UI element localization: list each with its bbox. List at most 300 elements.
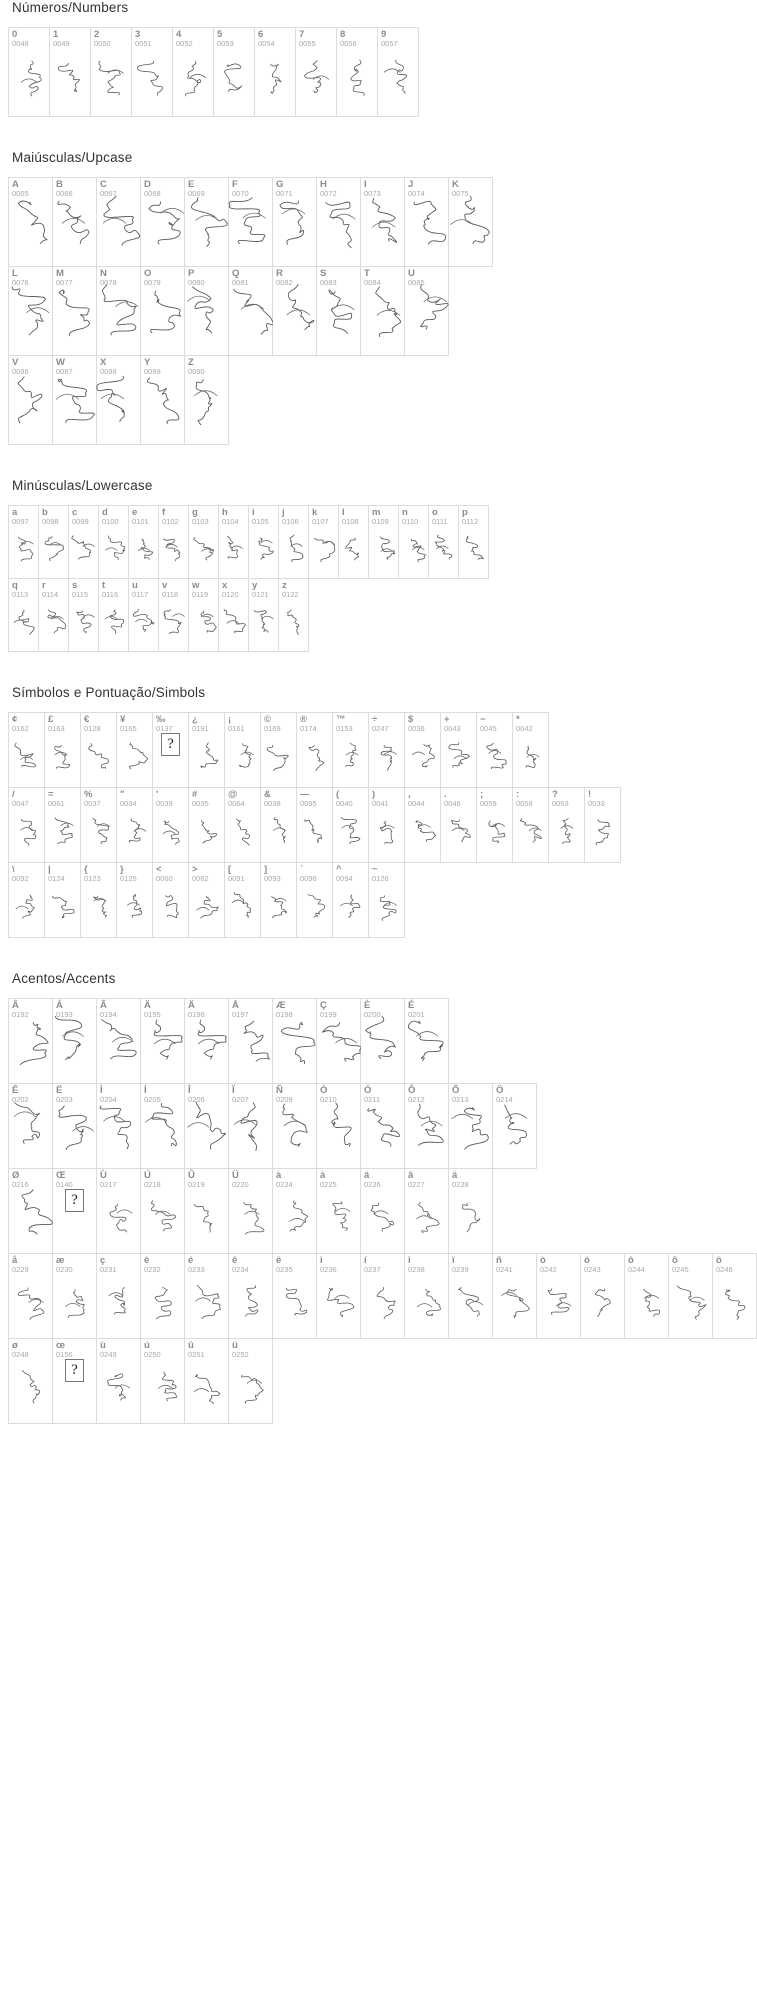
glyph-cell[interactable] bbox=[81, 788, 117, 862]
glyph-cell[interactable] bbox=[441, 713, 477, 787]
glyph-cell[interactable] bbox=[337, 28, 378, 116]
glyph-cell[interactable] bbox=[581, 1254, 625, 1338]
glyph-preview bbox=[53, 1189, 96, 1212]
glyph-cell[interactable] bbox=[229, 1169, 273, 1253]
glyph-cell[interactable] bbox=[97, 1339, 141, 1423]
glyph-cell[interactable] bbox=[317, 1084, 361, 1168]
glyph-cell[interactable] bbox=[429, 506, 459, 578]
glyph-section bbox=[8, 971, 733, 1424]
glyph-cell[interactable] bbox=[173, 28, 214, 116]
glyph-cell[interactable] bbox=[214, 28, 255, 116]
glyph-preview bbox=[9, 376, 52, 438]
glyph-character-label: æ bbox=[56, 1255, 65, 1266]
glyph-labels bbox=[317, 267, 360, 287]
glyph-cell[interactable] bbox=[549, 788, 585, 862]
glyph-cell[interactable] bbox=[477, 713, 513, 787]
glyph-cell[interactable] bbox=[97, 1169, 141, 1253]
glyph-preview bbox=[132, 48, 172, 110]
glyph-cell[interactable] bbox=[81, 863, 117, 937]
glyph-code-label: 0107 bbox=[312, 516, 329, 526]
glyph-cell[interactable] bbox=[273, 178, 317, 266]
glyph-code-label: 0213 bbox=[452, 1094, 469, 1104]
glyph-cell[interactable] bbox=[225, 788, 261, 862]
glyph-preview bbox=[153, 808, 188, 856]
glyph-preview bbox=[297, 883, 332, 931]
glyph-cell[interactable] bbox=[405, 713, 441, 787]
glyph-cell[interactable] bbox=[249, 506, 279, 578]
glyph-labels bbox=[405, 1169, 448, 1189]
glyph-labels bbox=[249, 506, 278, 526]
glyph-character-label: Q bbox=[232, 268, 240, 279]
glyph-cell[interactable] bbox=[97, 356, 141, 444]
glyph-cell[interactable] bbox=[513, 713, 549, 787]
glyph-code-label: 0212 bbox=[408, 1094, 425, 1104]
glyph-cell[interactable] bbox=[53, 267, 97, 355]
glyph-cell[interactable] bbox=[225, 713, 261, 787]
glyph-cell[interactable] bbox=[405, 1169, 449, 1253]
glyph-character-label: ® bbox=[300, 714, 307, 725]
glyph-cell[interactable] bbox=[405, 999, 449, 1083]
glyph-code-label: 0250 bbox=[144, 1349, 161, 1359]
glyph-cell[interactable] bbox=[69, 506, 99, 578]
glyph-code-label: 0037 bbox=[84, 798, 101, 808]
glyph-code-label: 0053 bbox=[217, 38, 234, 48]
glyph-cell[interactable] bbox=[229, 178, 273, 266]
glyph-code-label: 0119 bbox=[192, 589, 209, 599]
glyph-cell[interactable] bbox=[50, 28, 91, 116]
glyph-cell[interactable] bbox=[261, 713, 297, 787]
glyph-cell[interactable] bbox=[493, 1254, 537, 1338]
glyph-cell[interactable] bbox=[405, 178, 449, 266]
glyph-cell[interactable] bbox=[9, 178, 53, 266]
missing-glyph-box: ? bbox=[65, 1189, 84, 1212]
glyph-preview bbox=[53, 376, 96, 438]
glyph-cell[interactable] bbox=[585, 788, 621, 862]
glyph-cell[interactable] bbox=[39, 579, 69, 651]
glyph-code-label: 0116 bbox=[102, 589, 119, 599]
glyph-cell[interactable] bbox=[361, 178, 405, 266]
glyph-character-label: ë bbox=[276, 1255, 282, 1266]
glyph-cell[interactable] bbox=[297, 788, 333, 862]
glyph-cell[interactable] bbox=[9, 788, 45, 862]
glyph-cell[interactable] bbox=[9, 1169, 53, 1253]
glyph-preview bbox=[255, 48, 295, 110]
glyph-cell[interactable] bbox=[159, 579, 189, 651]
glyph-cell[interactable] bbox=[53, 1169, 97, 1253]
glyph-code-label: 0088 bbox=[100, 366, 117, 376]
glyph-cell[interactable] bbox=[449, 178, 493, 266]
glyph-cell[interactable] bbox=[141, 999, 185, 1083]
glyph-character-label: Ö bbox=[496, 1085, 504, 1096]
glyph-cell[interactable] bbox=[9, 579, 39, 651]
glyph-row bbox=[8, 1168, 493, 1254]
glyph-cell[interactable] bbox=[99, 506, 129, 578]
glyph-cell[interactable] bbox=[189, 863, 225, 937]
glyph-cell[interactable] bbox=[333, 713, 369, 787]
glyph-cell[interactable] bbox=[399, 506, 429, 578]
glyph-code-label: 0081 bbox=[232, 277, 249, 287]
glyph-code-label: 0239 bbox=[452, 1264, 469, 1274]
glyph-character-label: Ï bbox=[232, 1085, 235, 1096]
glyph-code-label: 0090 bbox=[188, 366, 205, 376]
glyph-preview bbox=[513, 808, 548, 856]
glyph-character-label: } bbox=[120, 864, 124, 875]
glyph-preview bbox=[97, 1019, 140, 1077]
glyph-cell[interactable] bbox=[117, 713, 153, 787]
glyph-cell[interactable] bbox=[141, 1254, 185, 1338]
glyph-preview bbox=[53, 1274, 96, 1332]
glyph-cell[interactable] bbox=[369, 788, 405, 862]
glyph-cell[interactable] bbox=[45, 788, 81, 862]
glyph-labels bbox=[273, 1169, 316, 1189]
glyph-cell[interactable] bbox=[45, 863, 81, 937]
glyph-cell[interactable] bbox=[361, 1169, 405, 1253]
glyph-preview bbox=[361, 1019, 404, 1077]
glyph-cell[interactable] bbox=[369, 506, 399, 578]
glyph-cell[interactable] bbox=[97, 1084, 141, 1168]
glyph-cell[interactable] bbox=[9, 863, 45, 937]
glyph-cell[interactable] bbox=[219, 506, 249, 578]
glyph-cell[interactable] bbox=[449, 1254, 493, 1338]
glyph-cell[interactable] bbox=[317, 999, 361, 1083]
glyph-cell[interactable] bbox=[185, 1169, 229, 1253]
glyph-code-label: 0163 bbox=[48, 723, 65, 733]
glyph-cell[interactable] bbox=[81, 713, 117, 787]
glyph-cell[interactable] bbox=[9, 1084, 53, 1168]
glyph-cell[interactable] bbox=[189, 506, 219, 578]
glyph-cell[interactable] bbox=[273, 1254, 317, 1338]
glyph-labels bbox=[225, 713, 260, 733]
glyph-cell[interactable] bbox=[317, 267, 361, 355]
glyph-preview bbox=[361, 1104, 404, 1162]
glyph-cell[interactable] bbox=[189, 713, 225, 787]
glyph-preview bbox=[99, 526, 128, 572]
sections-container bbox=[8, 0, 733, 1424]
glyph-character-label: l bbox=[342, 507, 345, 518]
glyph-preview bbox=[9, 198, 52, 260]
glyph-preview bbox=[405, 733, 440, 781]
glyph-code-label: 0237 bbox=[364, 1264, 381, 1274]
glyph-preview bbox=[317, 1274, 360, 1332]
glyph-cell[interactable] bbox=[333, 788, 369, 862]
glyph-cell[interactable] bbox=[405, 1084, 449, 1168]
glyph-cell[interactable] bbox=[317, 178, 361, 266]
glyph-cell[interactable] bbox=[45, 713, 81, 787]
glyph-cell[interactable] bbox=[53, 356, 97, 444]
glyph-preview bbox=[141, 1359, 184, 1417]
glyph-cell[interactable] bbox=[225, 863, 261, 937]
glyph-cell[interactable] bbox=[297, 713, 333, 787]
glyph-character-label: y bbox=[252, 580, 258, 591]
glyph-character-label: Y bbox=[144, 357, 151, 368]
glyph-cell[interactable] bbox=[309, 506, 339, 578]
glyph-labels bbox=[261, 788, 296, 808]
glyph-cell[interactable] bbox=[229, 1339, 273, 1423]
glyph-preview bbox=[361, 1274, 404, 1332]
glyph-cell[interactable] bbox=[369, 863, 405, 937]
glyph-cell[interactable] bbox=[97, 1254, 141, 1338]
glyph-cell[interactable] bbox=[261, 788, 297, 862]
glyph-cell[interactable] bbox=[185, 356, 229, 444]
glyph-cell[interactable] bbox=[369, 713, 405, 787]
glyph-cell[interactable] bbox=[189, 579, 219, 651]
glyph-cell[interactable] bbox=[9, 713, 45, 787]
glyph-code-label: 0204 bbox=[100, 1094, 117, 1104]
glyph-preview bbox=[97, 1359, 140, 1417]
glyph-code-label: 0199 bbox=[320, 1009, 337, 1019]
glyph-cell[interactable] bbox=[185, 999, 229, 1083]
glyph-labels bbox=[333, 863, 368, 883]
missing-glyph-box: ? bbox=[161, 733, 180, 756]
glyph-cell[interactable] bbox=[537, 1254, 581, 1338]
glyph-labels bbox=[581, 1254, 624, 1274]
glyph-preview bbox=[185, 1189, 228, 1247]
glyph-cell[interactable] bbox=[129, 579, 159, 651]
glyph-cell[interactable] bbox=[117, 863, 153, 937]
glyph-preview bbox=[39, 599, 68, 645]
glyph-labels bbox=[297, 863, 332, 883]
glyph-code-label: 0073 bbox=[364, 188, 381, 198]
glyph-cell[interactable] bbox=[185, 267, 229, 355]
glyph-cell[interactable] bbox=[9, 267, 53, 355]
glyph-cell[interactable] bbox=[361, 1084, 405, 1168]
glyph-cell[interactable] bbox=[296, 28, 337, 116]
glyph-preview bbox=[219, 526, 248, 572]
glyph-cell[interactable] bbox=[141, 1084, 185, 1168]
glyph-cell[interactable] bbox=[9, 999, 53, 1083]
glyph-cell[interactable] bbox=[9, 1254, 53, 1338]
glyph-labels bbox=[53, 1169, 96, 1189]
glyph-cell[interactable] bbox=[713, 1254, 757, 1338]
glyph-cell[interactable] bbox=[185, 178, 229, 266]
glyph-character-label: ò bbox=[540, 1255, 546, 1266]
glyph-cell[interactable] bbox=[9, 506, 39, 578]
glyph-cell[interactable] bbox=[273, 999, 317, 1083]
glyph-preview bbox=[9, 599, 38, 645]
glyph-cell[interactable] bbox=[132, 28, 173, 116]
glyph-character-label: A bbox=[12, 179, 19, 190]
glyph-code-label: 0123 bbox=[84, 873, 101, 883]
glyph-labels bbox=[273, 1084, 316, 1104]
glyph-labels bbox=[39, 506, 68, 526]
glyph-labels bbox=[317, 999, 360, 1019]
glyph-character-label: 0 bbox=[12, 29, 18, 40]
glyph-row bbox=[8, 1338, 273, 1424]
glyph-cell[interactable] bbox=[625, 1254, 669, 1338]
glyph-character-label: ü bbox=[232, 1340, 238, 1351]
glyph-cell[interactable] bbox=[361, 999, 405, 1083]
glyph-preview bbox=[214, 48, 254, 110]
glyph-cell[interactable] bbox=[273, 1084, 317, 1168]
glyph-code-label: 0197 bbox=[232, 1009, 249, 1019]
glyph-cell[interactable] bbox=[333, 863, 369, 937]
glyph-preview bbox=[45, 733, 80, 781]
glyph-cell[interactable] bbox=[69, 579, 99, 651]
glyph-cell[interactable] bbox=[53, 178, 97, 266]
glyph-character-label: û bbox=[188, 1340, 194, 1351]
glyph-labels bbox=[189, 506, 218, 526]
glyph-preview bbox=[361, 287, 404, 349]
glyph-character-label: : bbox=[516, 789, 520, 800]
glyph-preview bbox=[369, 733, 404, 781]
glyph-row bbox=[8, 712, 549, 788]
glyph-code-label: 0115 bbox=[72, 589, 89, 599]
glyph-cell[interactable] bbox=[53, 999, 97, 1083]
glyph-cell[interactable] bbox=[53, 1339, 97, 1423]
glyph-cell[interactable] bbox=[405, 788, 441, 862]
glyph-code-label: 0045 bbox=[480, 723, 497, 733]
glyph-cell[interactable] bbox=[117, 788, 153, 862]
glyph-cell[interactable] bbox=[229, 267, 273, 355]
glyph-code-label: 0211 bbox=[364, 1094, 381, 1104]
glyph-cell[interactable] bbox=[405, 1254, 449, 1338]
glyph-cell[interactable] bbox=[273, 1169, 317, 1253]
glyph-labels bbox=[513, 713, 548, 733]
glyph-cell[interactable] bbox=[141, 178, 185, 266]
glyph-character-label: á bbox=[320, 1170, 326, 1181]
glyph-cell[interactable] bbox=[493, 1084, 537, 1168]
glyph-cell[interactable] bbox=[153, 863, 189, 937]
glyph-cell[interactable] bbox=[97, 178, 141, 266]
glyph-character-label: | bbox=[48, 864, 51, 875]
glyph-cell[interactable] bbox=[339, 506, 369, 578]
glyph-cell[interactable] bbox=[317, 1169, 361, 1253]
glyph-cell[interactable] bbox=[53, 1084, 97, 1168]
glyph-character-label: å bbox=[12, 1255, 18, 1266]
glyph-character-label: @ bbox=[228, 789, 238, 800]
glyph-labels bbox=[185, 1339, 228, 1359]
glyph-cell[interactable] bbox=[185, 1254, 229, 1338]
glyph-character-label: i bbox=[252, 507, 255, 518]
glyph-labels bbox=[309, 506, 338, 526]
glyph-labels bbox=[225, 788, 260, 808]
glyph-preview bbox=[449, 1274, 492, 1332]
glyph-preview bbox=[9, 1019, 52, 1077]
glyph-cell[interactable] bbox=[255, 28, 296, 116]
glyph-cell[interactable] bbox=[53, 1254, 97, 1338]
glyph-cell[interactable] bbox=[378, 28, 419, 116]
glyph-cell[interactable] bbox=[39, 506, 69, 578]
glyph-preview bbox=[141, 376, 184, 438]
glyph-cell[interactable] bbox=[141, 1169, 185, 1253]
glyph-labels bbox=[141, 1339, 184, 1359]
glyph-cell[interactable] bbox=[669, 1254, 713, 1338]
glyph-code-label: 0203 bbox=[56, 1094, 73, 1104]
glyph-labels bbox=[153, 713, 188, 733]
glyph-preview bbox=[185, 1274, 228, 1332]
glyph-character-label: Á bbox=[56, 1000, 63, 1011]
glyph-cell[interactable] bbox=[229, 1254, 273, 1338]
glyph-preview bbox=[369, 883, 404, 931]
glyph-cell[interactable] bbox=[229, 999, 273, 1083]
glyph-labels bbox=[53, 356, 96, 376]
glyph-cell[interactable] bbox=[273, 267, 317, 355]
glyph-character-label: k bbox=[312, 507, 318, 518]
glyph-preview bbox=[339, 526, 368, 572]
glyph-character-label: ' bbox=[156, 789, 159, 800]
glyph-cell[interactable] bbox=[219, 579, 249, 651]
glyph-cell[interactable] bbox=[141, 356, 185, 444]
glyph-cell[interactable] bbox=[97, 999, 141, 1083]
glyph-code-label: 0153 bbox=[336, 723, 353, 733]
glyph-cell[interactable] bbox=[441, 788, 477, 862]
glyph-labels bbox=[97, 178, 140, 198]
glyph-labels bbox=[279, 506, 308, 526]
glyph-cell[interactable] bbox=[189, 788, 225, 862]
glyph-cell[interactable] bbox=[513, 788, 549, 862]
glyph-character-label: ‰ bbox=[156, 714, 166, 725]
glyph-code-label: 0245 bbox=[672, 1264, 689, 1274]
glyph-cell[interactable] bbox=[185, 1339, 229, 1423]
section-title: Minúsculas/Lowercase bbox=[12, 478, 153, 493]
glyph-cell[interactable] bbox=[91, 28, 132, 116]
glyph-cell[interactable] bbox=[97, 267, 141, 355]
glyph-labels bbox=[97, 267, 140, 287]
glyph-preview bbox=[185, 287, 228, 349]
glyph-labels bbox=[173, 28, 213, 48]
glyph-code-label: 0165 bbox=[120, 723, 137, 733]
glyph-labels bbox=[129, 506, 158, 526]
glyph-cell[interactable] bbox=[279, 506, 309, 578]
glyph-code-label: 0042 bbox=[516, 723, 533, 733]
glyph-code-label: 0248 bbox=[12, 1349, 29, 1359]
glyph-cell[interactable] bbox=[185, 1084, 229, 1168]
glyph-cell[interactable] bbox=[159, 506, 189, 578]
glyph-cell[interactable] bbox=[317, 1254, 361, 1338]
glyph-code-label: 0051 bbox=[135, 38, 152, 48]
glyph-code-label: 0112 bbox=[462, 516, 479, 526]
glyph-cell[interactable] bbox=[141, 267, 185, 355]
glyph-labels bbox=[117, 863, 152, 883]
glyph-cell[interactable] bbox=[361, 267, 405, 355]
glyph-preview bbox=[296, 48, 336, 110]
glyph-cell[interactable] bbox=[459, 506, 489, 578]
glyph-grid bbox=[8, 998, 733, 1424]
glyph-code-label: 0046 bbox=[444, 798, 461, 808]
glyph-character-label: 8 bbox=[340, 29, 346, 40]
glyph-cell[interactable] bbox=[229, 1084, 273, 1168]
glyph-code-label: 0079 bbox=[144, 277, 161, 287]
glyph-cell[interactable] bbox=[9, 28, 50, 116]
glyph-cell[interactable] bbox=[405, 267, 449, 355]
glyph-cell[interactable] bbox=[261, 863, 297, 937]
glyph-cell[interactable] bbox=[153, 788, 189, 862]
glyph-labels bbox=[405, 999, 448, 1019]
glyph-cell[interactable] bbox=[477, 788, 513, 862]
glyph-cell[interactable] bbox=[449, 1084, 493, 1168]
glyph-cell[interactable] bbox=[279, 579, 309, 651]
glyph-cell[interactable] bbox=[129, 506, 159, 578]
glyph-preview bbox=[405, 1019, 448, 1077]
glyph-labels bbox=[132, 28, 172, 48]
glyph-character-label: G bbox=[276, 179, 284, 190]
glyph-cell[interactable] bbox=[249, 579, 279, 651]
glyph-labels bbox=[9, 863, 44, 883]
glyph-cell[interactable] bbox=[297, 863, 333, 937]
glyph-character-label: f bbox=[162, 507, 166, 518]
glyph-code-label: 0067 bbox=[100, 188, 117, 198]
glyph-cell[interactable] bbox=[449, 1169, 493, 1253]
glyph-cell[interactable] bbox=[141, 1339, 185, 1423]
glyph-code-label: 0054 bbox=[258, 38, 275, 48]
glyph-cell[interactable] bbox=[99, 579, 129, 651]
glyph-cell[interactable] bbox=[153, 713, 189, 787]
glyph-cell[interactable] bbox=[361, 1254, 405, 1338]
glyph-labels bbox=[441, 788, 476, 808]
glyph-cell[interactable] bbox=[9, 356, 53, 444]
glyph-preview bbox=[45, 883, 80, 931]
glyph-cell[interactable] bbox=[9, 1339, 53, 1423]
